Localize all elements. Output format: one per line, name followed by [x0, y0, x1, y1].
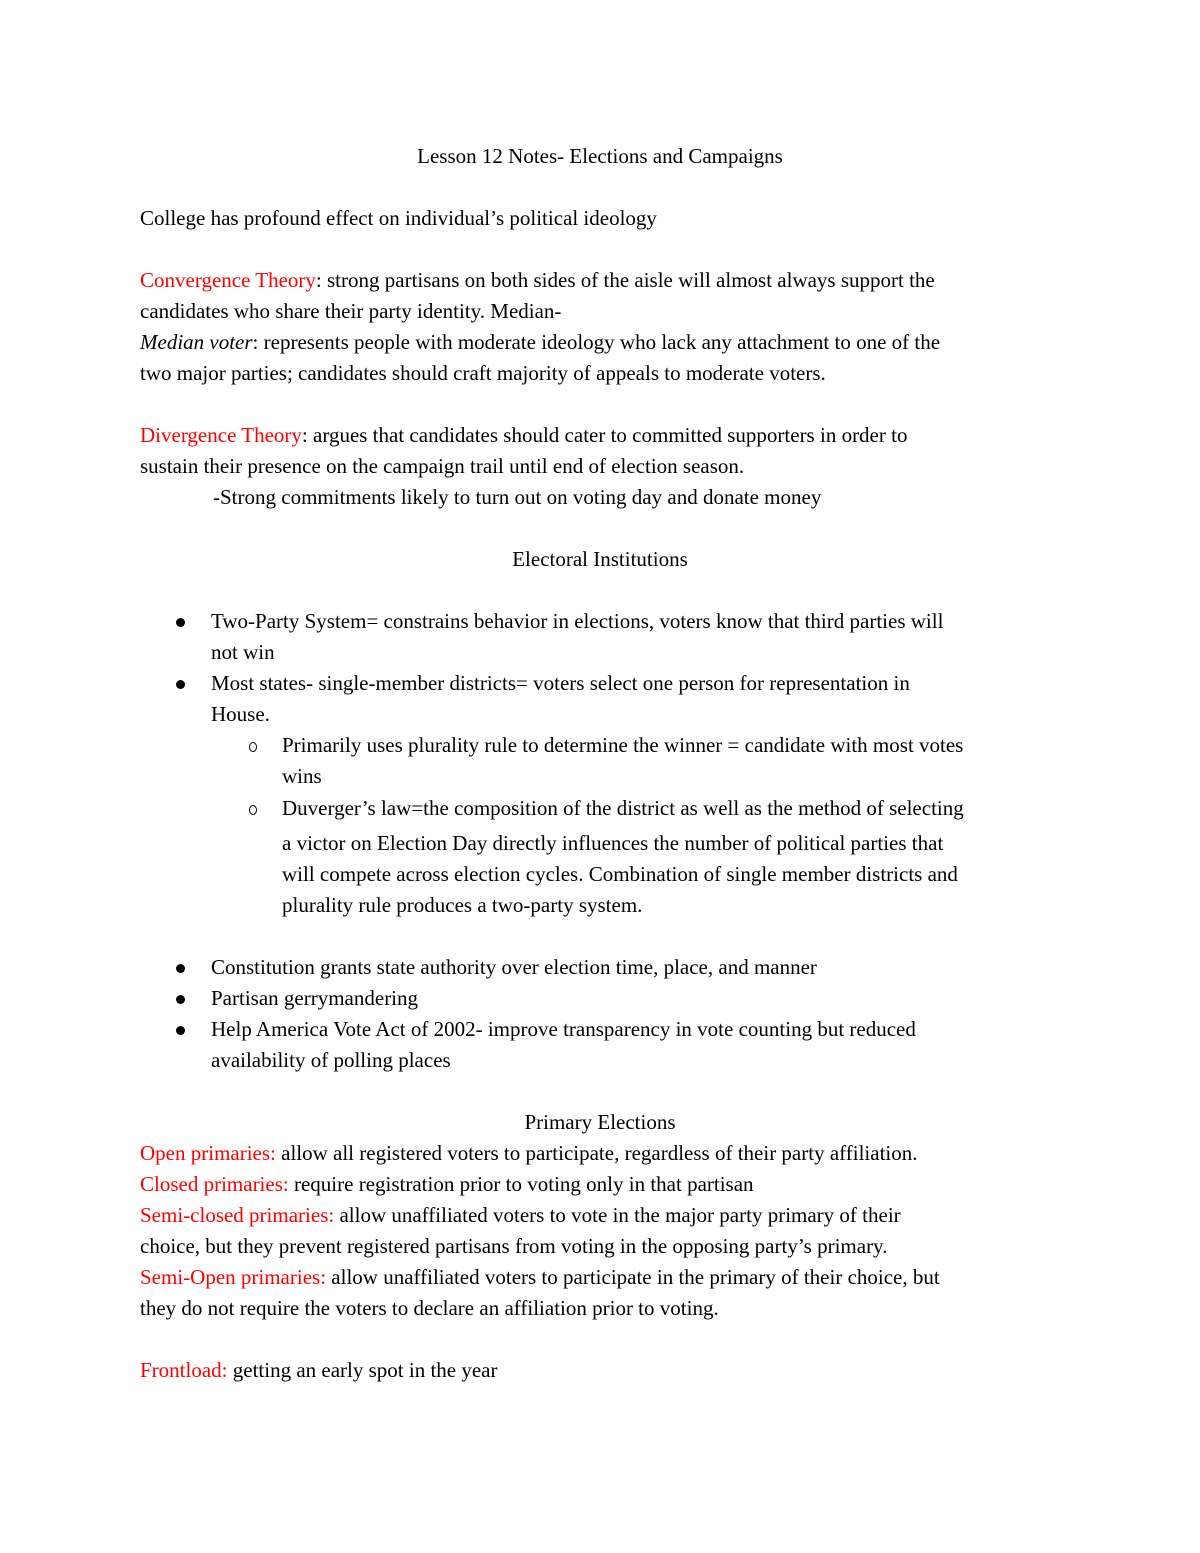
- bullet-2-line-2: House.: [211, 702, 270, 726]
- divergence-line-2: sustain their presence on the campaign trail until end of election season.: [140, 454, 745, 478]
- intro-line: College has profound effect on individual’s political ideology: [140, 206, 657, 230]
- bullet-icon: [176, 964, 185, 973]
- semi-open-primaries-line-2: they do not require the voters to declare an affiliation prior to voting.: [140, 1296, 719, 1320]
- open-primaries-term: Open primaries:: [140, 1141, 276, 1165]
- bullet-3-line: Constitution grants state authority over election time, place, and manner: [211, 955, 817, 979]
- median-voter-text-1: : represents people with moderate ideology who lack any attachment to one of the: [252, 330, 941, 354]
- electoral-institutions-heading: Electoral Institutions: [512, 547, 688, 571]
- divergence-text-1: : argues that candidates should cater to committed supporters in order to: [301, 423, 908, 447]
- sub-bullet-2-line-4: plurality rule produces a two-party system.: [282, 893, 643, 917]
- sub-bullet-2-line-2: a victor on Election Day directly influences the number of political parties that: [282, 831, 944, 855]
- sub-bullet-2-line-3: will compete across election cycles. Combination of single member districts and: [282, 862, 958, 886]
- semi-closed-primaries-line-2: choice, but they prevent registered partisans from voting in the opposing party’s primary.: [140, 1234, 888, 1258]
- median-voter-line-2: two major parties; candidates should craft majority of appeals to moderate voters.: [140, 361, 826, 385]
- convergence-line-2: candidates who share their party identity. Median-: [140, 299, 562, 323]
- bullet-5-line-1: Help America Vote Act of 2002- improve transparency in vote counting but reduced: [211, 1017, 916, 1041]
- semi-open-primaries-line-1: [140, 1262, 940, 1293]
- frontload-term: Frontload:: [140, 1358, 228, 1382]
- convergence-line-1: [140, 265, 935, 296]
- frontload-text: getting an early spot in the year: [227, 1358, 498, 1382]
- page-title: Lesson 12 Notes- Elections and Campaigns: [417, 144, 783, 168]
- sub-bullet-1-line-1: Primarily uses plurality rule to determine the winner = candidate with most votes: [282, 733, 964, 757]
- closed-primaries-text: require registration prior to voting only in that partisan: [288, 1172, 754, 1196]
- bullet-1-line-1: Two-Party System= constrains behavior in elections, voters know that third parties will: [211, 609, 944, 633]
- bullet-icon: [176, 995, 185, 1004]
- convergence-text-1: : strong partisans on both sides of the aisle will almost always support the: [315, 268, 935, 292]
- sub-bullet-1-line-2: wins: [282, 764, 322, 788]
- semi-open-primaries-term: Semi-Open primaries:: [140, 1265, 327, 1289]
- bullet-1-line-2: not win: [211, 640, 275, 664]
- sub-bullet-2-line-1: Duverger’s law=the composition of the district as well as the method of selecting: [282, 796, 964, 820]
- closed-primaries-line: [140, 1169, 754, 1200]
- bullet-icon: [176, 1026, 185, 1035]
- semi-closed-primaries-text-1: allow unaffiliated voters to vote in the major party primary of their: [334, 1203, 901, 1227]
- open-primaries-text: allow all registered voters to participate, regardless of their party affiliation.: [275, 1141, 918, 1165]
- sub-bullet-icon: [249, 742, 257, 752]
- semi-open-primaries-text-1: allow unaffiliated voters to participate in the primary of their choice, but: [326, 1265, 940, 1289]
- bullet-icon: [176, 618, 185, 627]
- bullet-5-line-2: availability of polling places: [211, 1048, 451, 1072]
- sub-bullet-icon: [249, 805, 257, 815]
- closed-primaries-term: Closed primaries:: [140, 1172, 289, 1196]
- semi-closed-primaries-line-1: [140, 1200, 901, 1231]
- divergence-term: Divergence Theory: [140, 423, 302, 447]
- bullet-icon: [176, 680, 185, 689]
- bullet-2-line-1: Most states- single-member districts= voters select one person for representation in: [211, 671, 910, 695]
- semi-closed-primaries-term: Semi-closed primaries:: [140, 1203, 335, 1227]
- median-voter-term: Median voter: [140, 330, 253, 354]
- open-primaries-line: [140, 1138, 918, 1169]
- convergence-term: Convergence Theory: [140, 268, 316, 292]
- frontload-line: [140, 1355, 498, 1386]
- bullet-4-line: Partisan gerrymandering: [211, 986, 419, 1010]
- primary-elections-heading: Primary Elections: [524, 1110, 676, 1134]
- divergence-line-1: [140, 420, 907, 451]
- median-voter-line-1: [140, 327, 940, 358]
- divergence-line-3: -Strong commitments likely to turn out on voting day and donate money: [213, 485, 822, 509]
